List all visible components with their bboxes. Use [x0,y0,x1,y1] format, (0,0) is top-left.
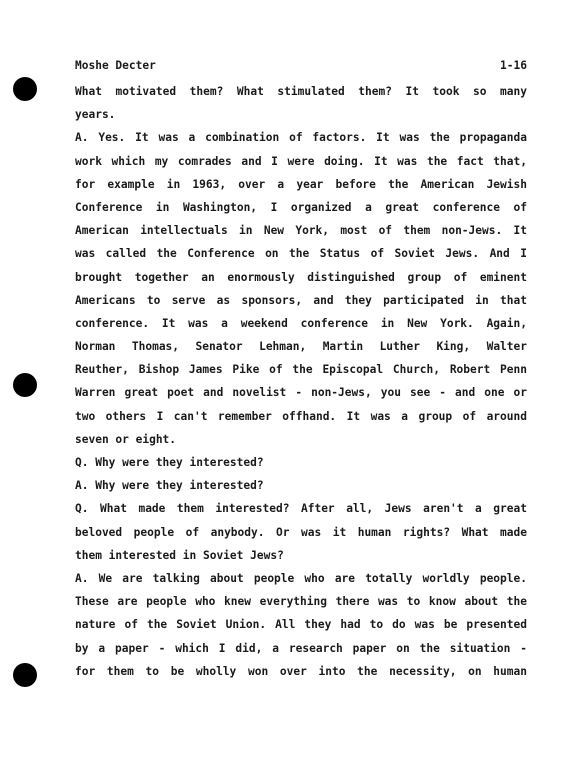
transcript-line: What motivated them? What stimulated them? It took so many [75,85,527,98]
speaker-name: Moshe Decter [75,59,156,72]
transcript-line: A. Yes. It was a combination of factors. It was the propaganda [75,131,527,145]
transcript-line: These are people who knew everything there was to know about the [75,595,527,609]
transcript-line: them interested in Soviet Jews? [75,548,284,562]
transcript-line: seven or eight. [75,432,177,446]
transcript-line: was called the Conference on the Status of Soviet Jews. And I [75,247,527,261]
transcript-line: Q. Why were they interested? [75,456,264,469]
transcript-line: Norman Thomas, Senator Lehman, Martin Luther King, Walter [75,340,527,354]
transcript-line: nature of the Soviet Union. All they had to do was be presented [75,618,527,632]
transcript-line: Reuther, Bishop James Pike of the Episcopal Church, Robert Penn [75,363,527,377]
transcript-line: for them to be wholly won over into the necessity, on human [75,664,527,678]
transcript-line: brought together an enormously distinguished group of eminent [75,270,527,284]
transcript-line: Q. What made them interested? After all, Jews aren't a great [75,502,527,516]
transcript-line: by a paper - which I did, a research paper on the situation - [75,641,527,655]
transcript-line: conference. It was a weekend conference in New York. Again, [75,316,527,330]
transcript-body [75,80,527,683]
punch-hole [13,373,37,397]
transcript-line: A. We are talking about people who are totally worldly people. [75,571,527,585]
transcript-line: Conference in Washington, I organized a great conference of [75,200,527,214]
page-number: 1-16 [500,59,527,72]
transcript-line: work which my comrades and I were doing. It was the fact that, [75,154,527,168]
transcript-line: for example in 1963, over a year before the American Jewish [75,177,527,191]
transcript-line: years. [75,108,116,122]
transcript-line: Americans to serve as sponsors, and they participated in that [75,293,527,307]
transcript-line: beloved people of anybody. Or was it human rights? What made [75,525,527,539]
transcript-line: A. Why were they interested? [75,479,264,493]
page-header [75,57,527,75]
punch-hole [13,77,37,101]
transcript-line: Warren great poet and novelist - non-Jews, you see - and one or [75,386,527,400]
transcript-line: American intellectuals in New York, most of them non-Jews. It [75,224,527,238]
punch-hole [13,663,37,687]
transcript-line: two others I can't remember offhand. It was a group of around [75,409,527,423]
